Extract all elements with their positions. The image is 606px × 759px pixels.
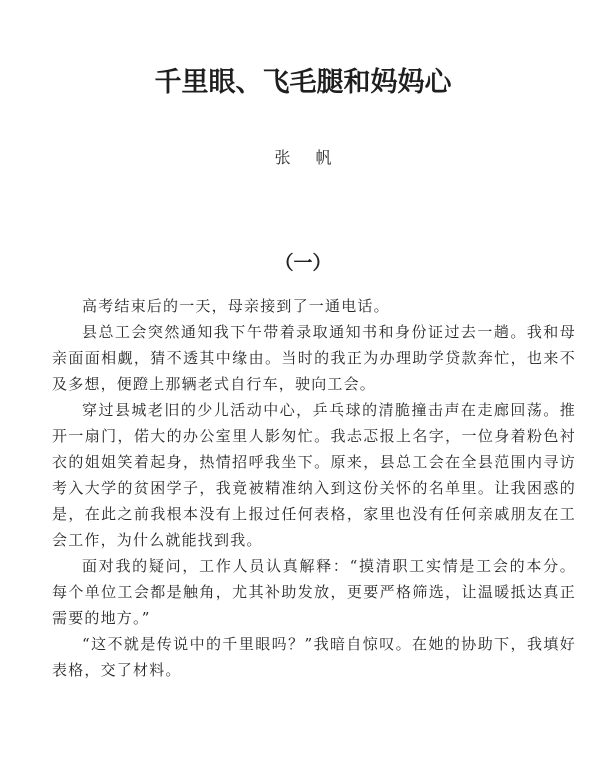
paragraph: 县总工会突然通知我下午带着录取通知书和身份证过去一趟。我和母亲面面相觑，猜不透其中缘由。当时的我正为办理助学贷款奔忙，也来不及多想，便蹬上那辆老式自行车，驶向工会。 bbox=[52, 323, 576, 393]
paragraph: 面对我的疑问，工作人员认真解释：“摸清职工实情是工会的本分。每个单位工会都是触角，尤其补助发放，更要严格筛选，让温暖抵达真正需要的地方。” bbox=[52, 557, 576, 627]
article-body bbox=[52, 293, 576, 683]
paragraph: “这不就是传说中的千里眼吗？”我暗自惊叹。在她的协助下，我填好表格，交了材料。 bbox=[52, 635, 576, 679]
author-name: 张 帆 bbox=[274, 148, 342, 167]
article-title: 千里眼、飞毛腿和妈妈心 bbox=[154, 67, 452, 98]
paragraph: 高考结束后的一天，母亲接到了一通电话。 bbox=[82, 297, 390, 315]
section-heading: （一） bbox=[274, 252, 332, 274]
paragraph: 穿过县城老旧的少儿活动中心，乒乓球的清脆撞击声在走廊回荡。推开一扇门，偌大的办公室里人影匆忙。我忐忑报上名字，一位身着粉色衬衣的姐姐笑着起身，热情招呼我坐下。原来，县总工会在全县范围内寻访考入大学的贫困学子，我竟被精准纳入到这份关怀的名单里。让我困惑的是，在此之前我根本没有上报过任何表格，家里也没有任何亲戚朋友在工会工作，为什么就能找到我。 bbox=[52, 401, 576, 549]
